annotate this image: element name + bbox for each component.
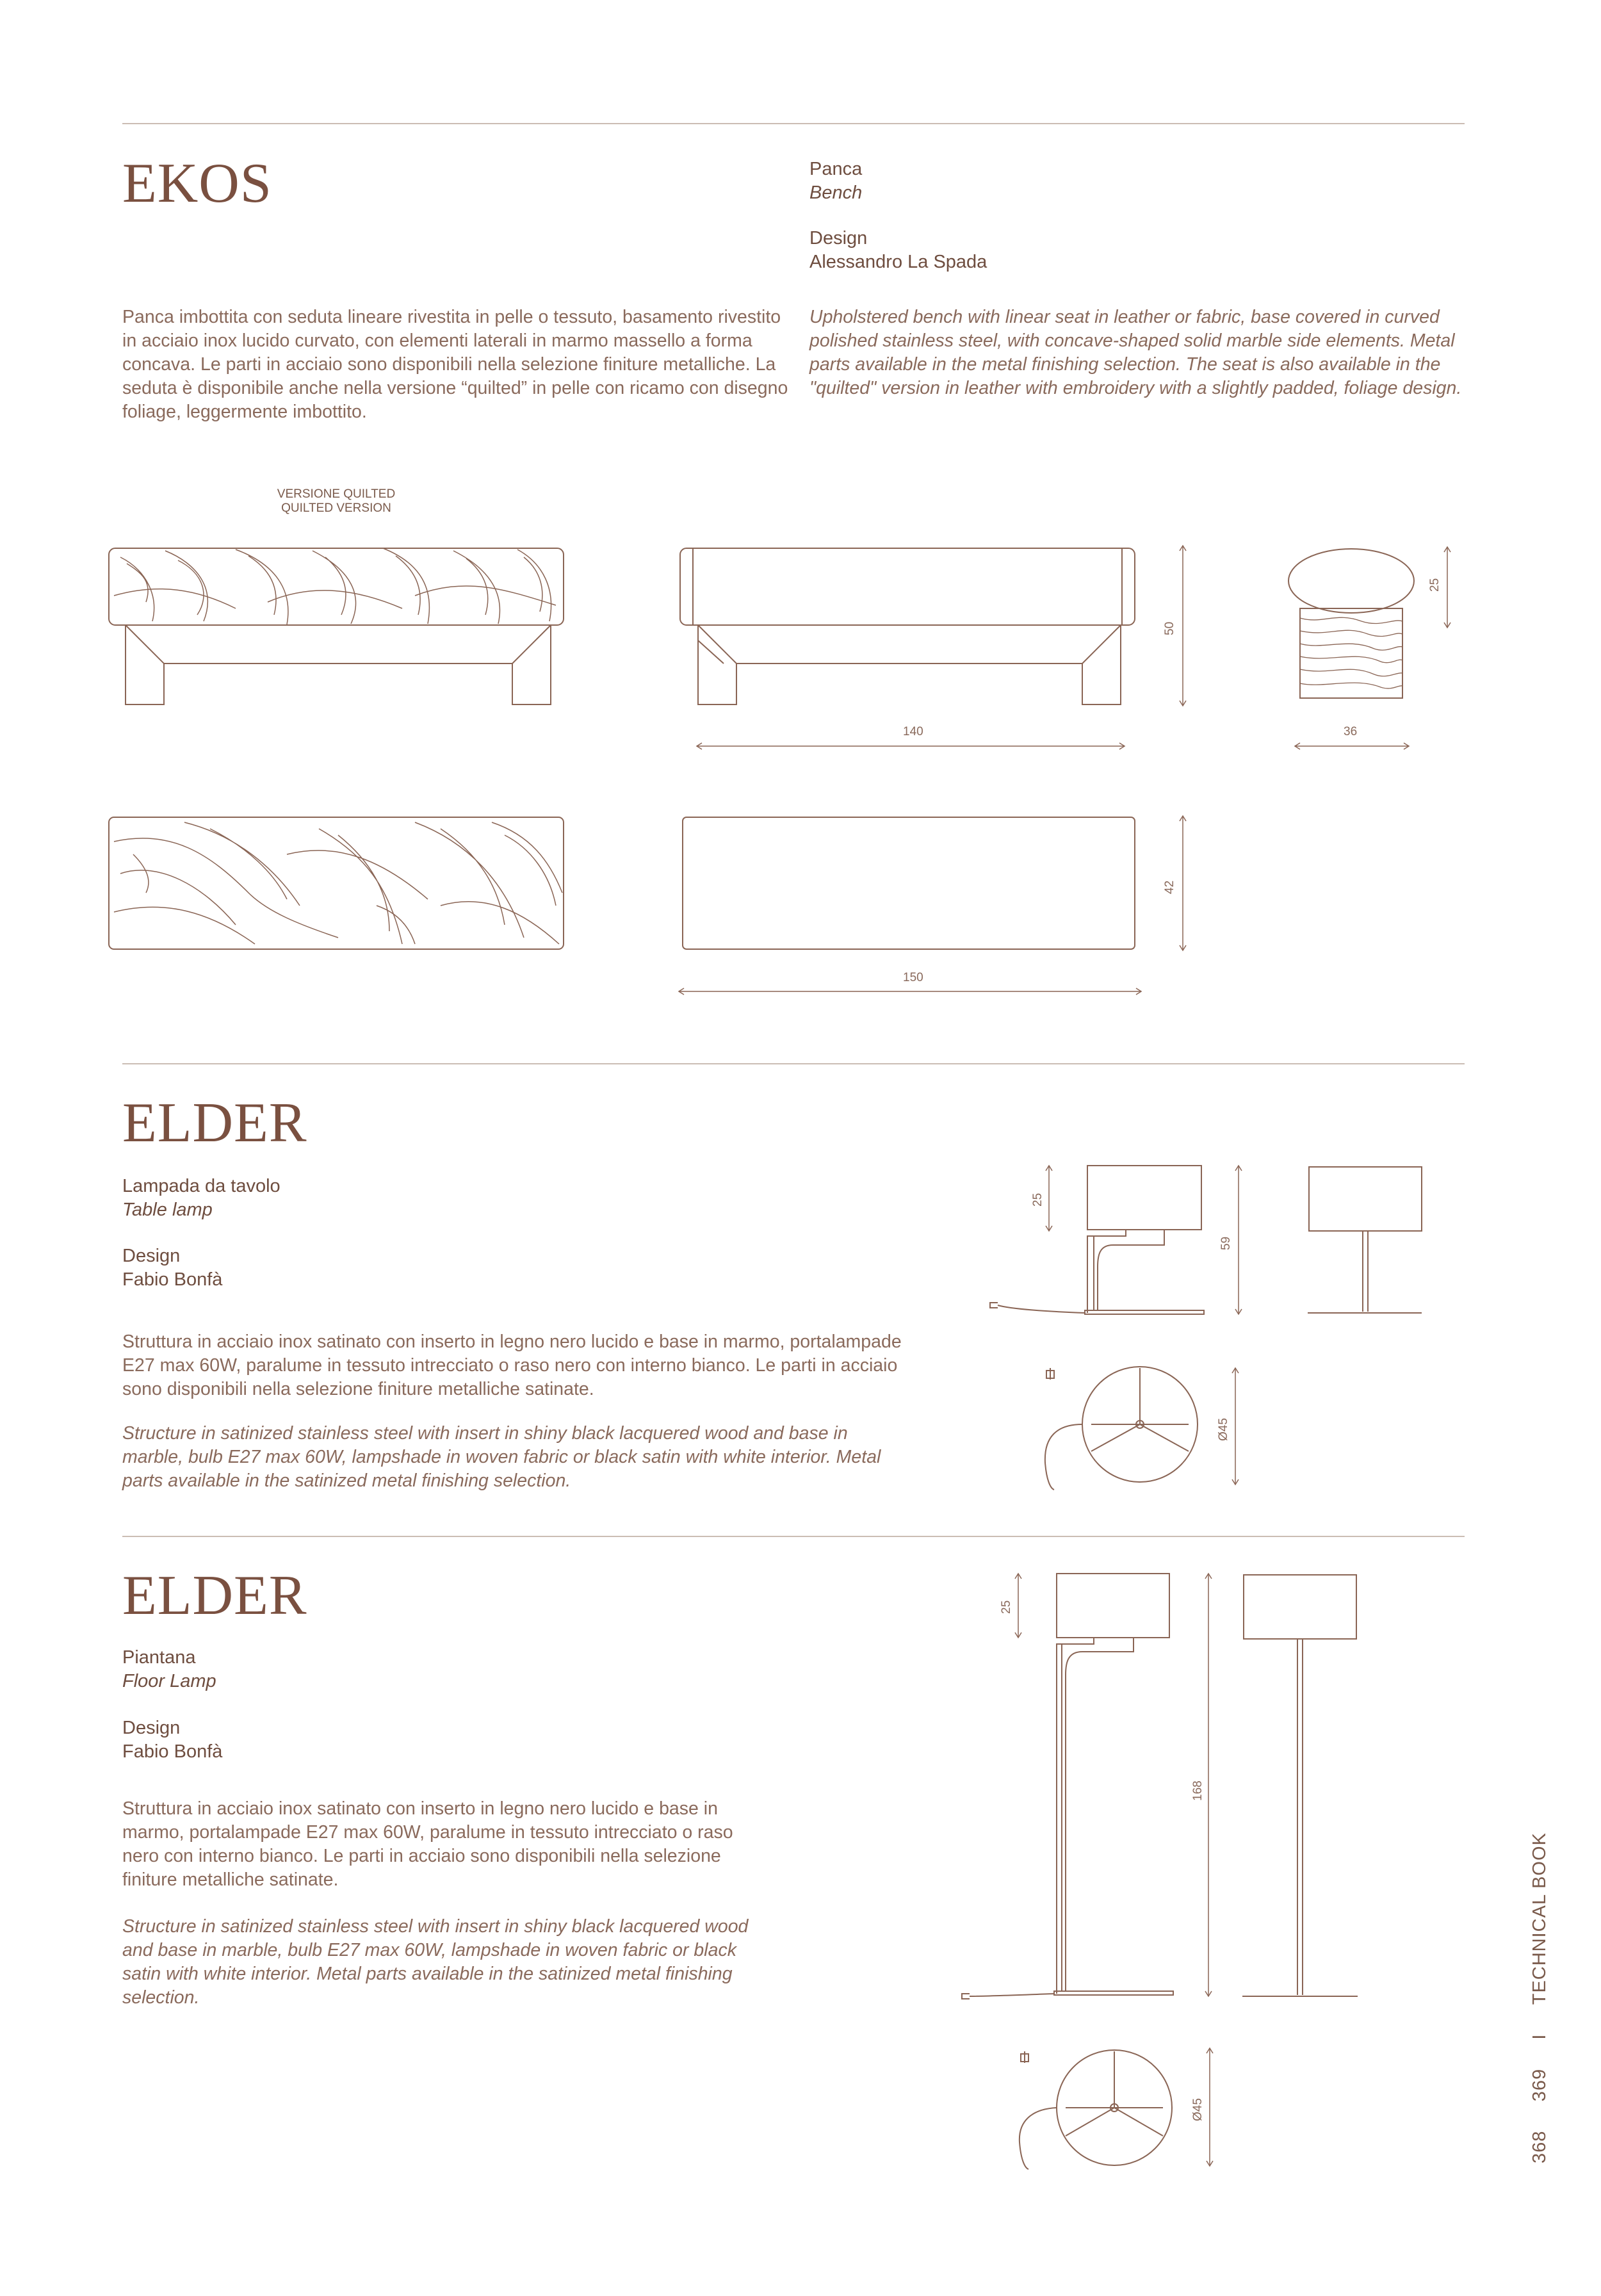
page-number-left: 368 — [1529, 2130, 1550, 2163]
book-title: TECHNICAL BOOK — [1529, 1832, 1550, 2005]
elder-table-rule — [122, 1063, 1465, 1064]
elder-floor-diameter-value: Ø45 — [1191, 2098, 1205, 2121]
ekos-side-drawing — [1285, 548, 1419, 701]
elder-table-desc-it: Struttura in acciaio inox satinato con inserto in legno nero lucido e base in marmo, portalampade E27 max 60W, paralume in tessuto intrecciato o raso nero con interno bianco. Le parti in acciaio sono disponibili nella selezione finiture metalliche satinate. — [122, 1331, 902, 1399]
elder-floor-type-it: Piantana — [122, 1647, 196, 1668]
elder-floor-designer: Fabio Bonfà — [122, 1741, 223, 1762]
ekos-plan-length-value: 150 — [903, 971, 923, 984]
elder-floor-design — [122, 1716, 222, 1764]
ekos-side-top-value: 25 — [1428, 578, 1442, 592]
elder-table-type-it: Lampada da tavolo — [122, 1176, 280, 1196]
elder-floor-side-drawing — [1241, 1574, 1359, 2000]
elder-table-front-drawing — [972, 1164, 1228, 1318]
ekos-title: EKOS — [122, 152, 272, 215]
ekos-height-dimension-line — [1180, 546, 1186, 706]
ekos-type-it: Panca — [809, 159, 863, 179]
ekos-desc-en: Upholstered bench with linear seat in leather or fabric, base covered in curved polished stainless steel, with concave-shaped solid marble side elements. Metal parts available in the metal finishing selection. The seat is also available in the "quilted" version in leather with embroidery with a slightly padded, foliage design. — [809, 307, 1462, 398]
elder-table-diameter-dimension-line — [1232, 1368, 1239, 1485]
elder-table-design — [122, 1244, 222, 1292]
ekos-design-label: Design — [809, 228, 868, 248]
elder-table-type — [122, 1175, 280, 1222]
ekos-quilted-plan-drawing — [108, 816, 569, 950]
ekos-side-width-dimension-line — [1295, 743, 1409, 749]
elder-table-diameter-value: Ø45 — [1217, 1418, 1230, 1441]
ekos-height-value: 50 — [1163, 621, 1176, 635]
elder-table-designer: Fabio Bonfà — [122, 1269, 223, 1290]
quilted-label-it: VERSIONE QUILTED — [277, 487, 396, 501]
ekos-plan-depth-value: 42 — [1163, 880, 1176, 894]
ekos-side-top-dimension-line — [1444, 547, 1451, 628]
ekos-length-dimension-line — [697, 743, 1125, 749]
ekos-plan-length-dimension-line — [679, 988, 1141, 995]
elder-floor-diameter-dimension-line — [1207, 2048, 1213, 2166]
elder-table-top-drawing — [1031, 1367, 1223, 1495]
ekos-desc-it: Panca imbottita con seduta lineare rivestita in pelle o tessuto, basamento rivestito in acciaio inox lucido curvato, con elementi laterali in marmo massello a forma concava. Le parti in acciaio sono disponibili nella selezione finiture metalliche. La seduta è disponibile anche nella versione “quilted” in pelle con ricamo con disegno foliage, leggermente imbottito. — [122, 307, 788, 422]
ekos-plan-depth-dimension-line — [1180, 816, 1186, 950]
ekos-design — [809, 227, 987, 274]
elder-floor-front-drawing — [922, 1572, 1178, 2001]
ekos-type-en: Bench — [809, 183, 863, 203]
quilted-label — [250, 487, 423, 516]
elder-floor-desc-it: Struttura in acciaio inox satinato con inserto in legno nero lucido e base in marmo, portalampade E27 max 60W, paralume in tessuto intrecciato o raso nero con interno bianco. Le parti in acciaio sono disponibili nella selezione finiture metalliche satinate. — [122, 1798, 733, 1890]
elder-table-height-dimension-line — [1235, 1166, 1242, 1314]
ekos-front-drawing — [679, 544, 1140, 704]
elder-floor-height-value: 168 — [1191, 1780, 1205, 1801]
page-number-right: 369 — [1529, 2068, 1550, 2102]
elder-floor-top-drawing — [999, 2046, 1191, 2174]
ekos-plan-drawing — [681, 816, 1137, 950]
elder-table-shade-dimension-line — [1046, 1166, 1052, 1231]
elder-table-title: ELDER — [122, 1092, 307, 1154]
elder-floor-type — [122, 1646, 216, 1693]
elder-floor-title: ELDER — [122, 1565, 307, 1627]
elder-floor-rule — [122, 1536, 1465, 1537]
ekos-type — [809, 158, 862, 205]
elder-table-type-en: Table lamp — [122, 1200, 213, 1220]
elder-floor-type-en: Floor Lamp — [122, 1671, 216, 1691]
ekos-side-width-value: 36 — [1344, 725, 1358, 738]
top-rule — [122, 123, 1465, 124]
quilted-label-en: QUILTED VERSION — [281, 501, 391, 515]
elder-table-side-drawing — [1306, 1166, 1423, 1317]
elder-table-shade-value: 25 — [1031, 1193, 1044, 1207]
elder-table-height-value: 59 — [1219, 1236, 1233, 1250]
elder-floor-shade-value: 25 — [1000, 1600, 1013, 1614]
technical-book-footer — [1529, 1832, 1550, 2163]
footer-separator: I — [1529, 2033, 1550, 2040]
elder-table-desc-en: Structure in satinized stainless steel with insert in shiny black lacquered wood and base in marble, bulb E27 max 60W, lampshade in woven fabric or black satin with white interior. Metal parts available in the satinized metal finishing selection. — [122, 1423, 881, 1491]
ekos-designer: Alessandro La Spada — [809, 252, 987, 272]
elder-floor-height-dimension-line — [1205, 1574, 1212, 1996]
elder-floor-desc-en: Structure in satinized stainless steel with insert in shiny black lacquered wood and base in marble, bulb E27 max 60W, lampshade in woven fabric or black satin with white interior. Metal parts available in the satinized metal finishing selection. — [122, 1916, 749, 2008]
elder-floor-shade-dimension-line — [1015, 1574, 1021, 1638]
elder-floor-design-label: Design — [122, 1718, 181, 1738]
ekos-quilted-front-drawing — [108, 544, 569, 704]
elder-table-design-label: Design — [122, 1246, 181, 1266]
ekos-length-value: 140 — [903, 725, 923, 738]
